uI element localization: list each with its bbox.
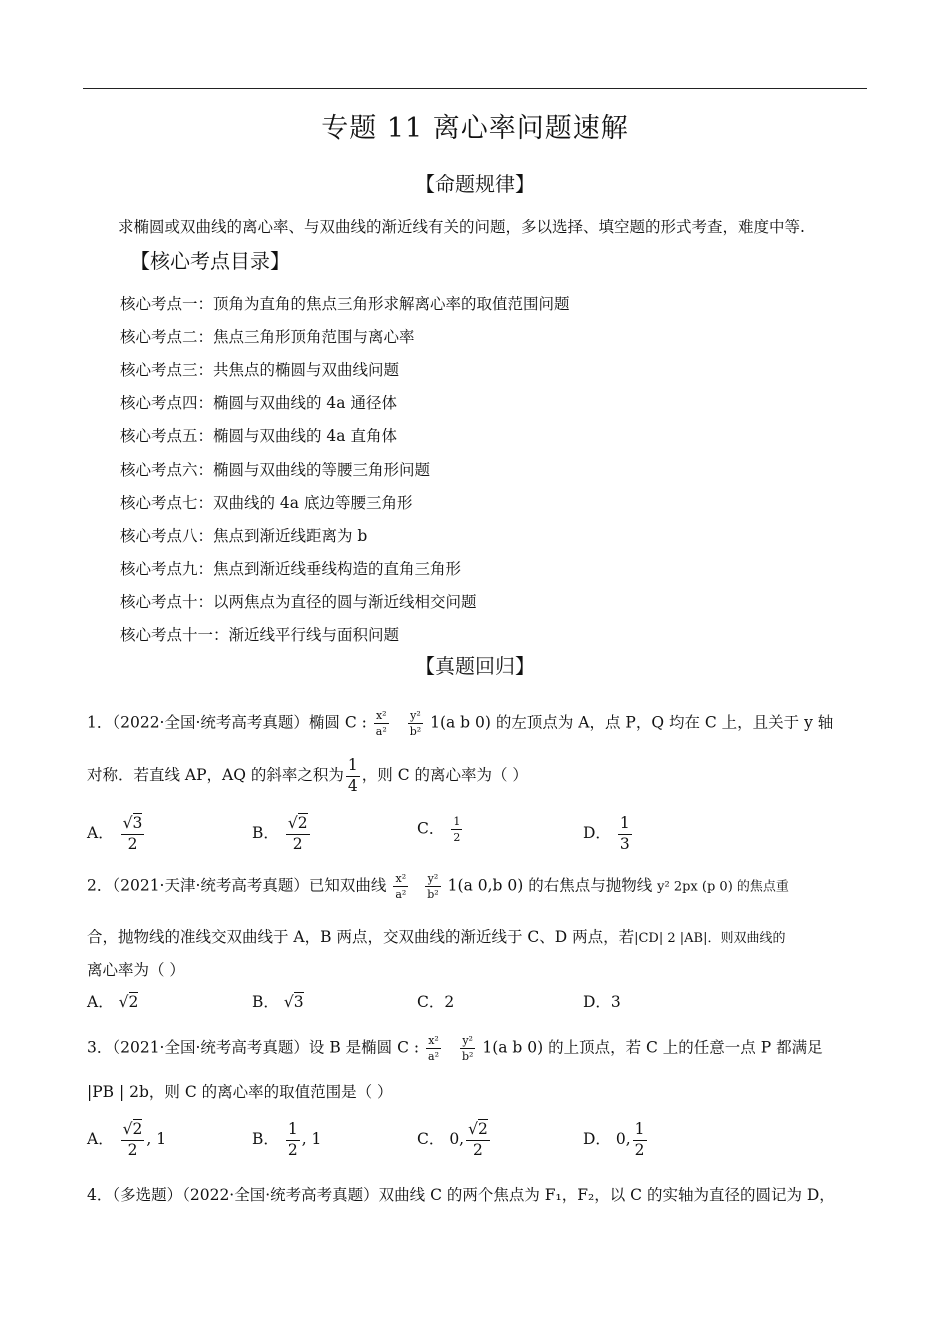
q3-option-a-value: $\frac{√2}{2}$ xyxy=(122,1120,143,1159)
toc-item[interactable]: 核心考点六：椭圆与双曲线的等腰三角形问题 xyxy=(120,460,431,479)
q3-option-b[interactable]: B． $\frac{1}{2}$ , 1 xyxy=(252,1120,322,1159)
q2-stem-b: 1(a 0,b 0) 的右焦点与抛物线 xyxy=(447,876,653,895)
toc-item[interactable]: 核心考点五：椭圆与双曲线的 4a 直角体 xyxy=(120,427,397,446)
question-2-line-1 xyxy=(87,873,789,900)
page-title: 专题 11 离心率问题速解 xyxy=(321,113,629,144)
question-3-line-2: |PB | 2b，则 C 的离心率的取值范围是（ ） xyxy=(87,1083,393,1101)
toc-item[interactable]: 核心考点九：焦点到渐近线垂线构造的直角三角形 xyxy=(120,559,462,578)
q2-stem-e: |CD| 2 |AB|．则双曲线的 xyxy=(634,931,786,946)
q2-stem-c: y² 2px (p 0) 的焦点重 xyxy=(657,879,789,895)
q1-option-c-value: $\frac{1}{2}$ xyxy=(453,815,461,844)
rule-text: 求椭圆或双曲线的离心率、与双曲线的渐近线有关的问题，多以选择、填空题的形式考查，难度中等. xyxy=(118,218,805,236)
q1-option-b[interactable]: B． $\frac{√2}{2}$ xyxy=(252,814,308,853)
q2-stem-d: 合，抛物线的准线交双曲线于 A，B 两点，交双曲线的渐近线于 C、D 两点，若 xyxy=(87,928,635,946)
q2-stem-a: 2．（2021·天津·统考高考真题）已知双曲线 xyxy=(87,876,387,895)
q1-stem-d: ，则 C 的离心率为（ ） xyxy=(361,766,528,784)
q1-option-b-value: $\frac{√2}{2}$ xyxy=(287,814,308,853)
q1-option-d[interactable]: D． $\frac{1}{3}$ xyxy=(583,814,630,853)
top-rule xyxy=(83,88,867,89)
q1-frac-k: $\frac{1}{4}$ xyxy=(347,756,358,795)
q2-option-c[interactable]: C．2 xyxy=(417,993,455,1011)
q1-stem-c: 对称．若直线 AP，AQ 的斜率之积为 xyxy=(87,766,344,784)
question-4-line-1: 4．（多选题）（2022·全国·统考高考真题）双曲线 C 的两个焦点为 F₁，F₂，以 C 的实轴为直径的圆记为 D， xyxy=(87,1186,835,1204)
q2-option-d[interactable]: D．3 xyxy=(583,993,621,1011)
q1-stem-a: 1．（2022·全国·统考高考真题）椭圆 C : xyxy=(87,713,367,732)
section-rule-heading: 【命题规律】 xyxy=(415,172,535,196)
toc-item[interactable]: 核心考点一：顶角为直角的焦点三角形求解离心率的取值范围问题 xyxy=(120,295,570,313)
section-review-heading: 【真题回归】 xyxy=(415,654,535,678)
toc-item[interactable]: 核心考点十一：渐近线平行线与面积问题 xyxy=(120,626,400,644)
q1-frac-y: $\frac{\text{y²}}{\text{b²}}$ xyxy=(409,709,422,738)
question-2-line-2 xyxy=(87,925,785,947)
toc-item[interactable]: 核心考点二：焦点三角形顶角范围与离心率 xyxy=(120,328,415,347)
q2-option-a[interactable]: A． √2 xyxy=(87,993,139,1011)
toc-item[interactable]: 核心考点十：以两焦点为直径的圆与渐近线相交问题 xyxy=(120,592,477,611)
question-3-line-1 xyxy=(87,1035,823,1062)
toc-item[interactable]: 核心考点七：双曲线的 4a 底边等腰三角形 xyxy=(120,493,413,512)
q1-option-a[interactable]: A． $\frac{√3}{2}$ xyxy=(87,814,143,853)
q3-option-d-value: $\frac{1}{2}$ xyxy=(634,1120,645,1159)
q1-option-d-value: $\frac{1}{3}$ xyxy=(619,814,630,853)
q3-option-c[interactable]: C． 0, $\frac{√2}{2}$ xyxy=(417,1120,488,1159)
q2-frac-y: $\frac{\text{y²}}{\text{b²}}$ xyxy=(427,872,439,901)
q3-frac-y: $\frac{\text{y²}}{\text{b²}}$ xyxy=(461,1034,474,1063)
toc-item[interactable]: 核心考点三：共焦点的椭圆与双曲线问题 xyxy=(120,361,400,380)
question-1-line-2 xyxy=(87,758,528,794)
question-1-line-1 xyxy=(87,710,833,737)
q3-option-a[interactable]: A． $\frac{√2}{2}$ , 1 xyxy=(87,1120,167,1159)
q1-stem-b: 1(a b 0) 的左顶点为 A，点 P，Q 均在 C 上，且关于 y 轴 xyxy=(430,713,834,732)
q3-stem-b: 1(a b 0) 的上顶点，若 C 上的任意一点 P 都满足 xyxy=(482,1038,823,1057)
toc-item[interactable]: 核心考点八：焦点到渐近线距离为 b xyxy=(120,526,368,545)
toc-item[interactable]: 核心考点四：椭圆与双曲线的 4a 通径体 xyxy=(120,394,397,413)
q3-option-d[interactable]: D． 0, $\frac{1}{2}$ xyxy=(583,1120,645,1159)
q3-option-c-value: $\frac{√2}{2}$ xyxy=(468,1120,488,1159)
q1-option-a-value: $\frac{√3}{2}$ xyxy=(122,814,143,853)
q1-frac-x: $\frac{\text{x²}}{\text{a²}}$ xyxy=(375,709,387,738)
section-toc-heading: 【核心考点目录】 xyxy=(130,249,290,273)
q2-frac-x: $\frac{\text{x²}}{\text{a²}}$ xyxy=(395,872,407,901)
q1-option-c[interactable]: C． $\frac{1}{2}$ xyxy=(417,815,461,844)
q3-stem-a: 3．（2021·全国·统考高考真题）设 B 是椭圆 C : xyxy=(87,1038,420,1057)
q3-option-b-value: $\frac{1}{2}$ xyxy=(287,1120,298,1159)
q3-frac-x: $\frac{\text{x²}}{\text{a²}}$ xyxy=(428,1034,439,1063)
q2-option-b[interactable]: B． √3 xyxy=(252,993,304,1011)
question-2-line-3: 离心率为（ ） xyxy=(87,961,185,979)
